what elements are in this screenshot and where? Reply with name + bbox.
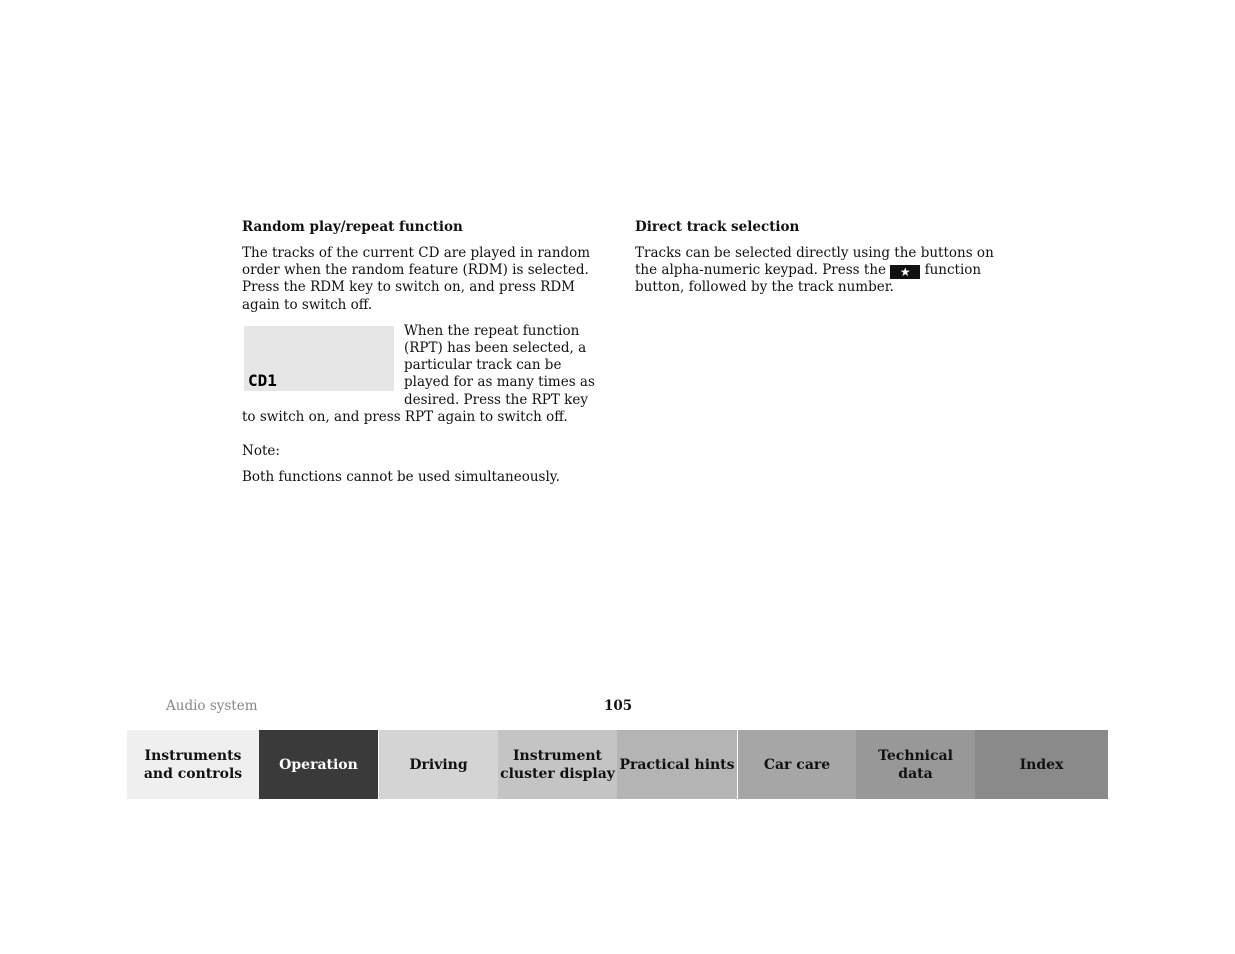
right-column (635, 219, 995, 306)
left-column (242, 219, 602, 495)
tab-practical-hints[interactable]: Practical hints (617, 730, 737, 799)
page-number: 105 (604, 698, 633, 714)
tab-car-care[interactable]: Car care (737, 730, 856, 799)
random-play-paragraph: The tracks of the current CD are played in random order when the random feature (RDM) is selected. Press the RDM key to switch on, and press RDM again to switch off. (242, 245, 591, 313)
tab-technical-data[interactable]: Technical data (856, 730, 975, 799)
direct-track-text-before: Tracks can be selected directly using the buttons on the alpha-numeric keypad. Press the (635, 245, 994, 279)
random-repeat-heading: Random play/repeat function (242, 219, 463, 235)
tab-instrument-cluster-display[interactable]: Instrument cluster display (498, 730, 617, 799)
direct-track-heading: Direct track selection (635, 219, 800, 235)
cd-display-illustration (244, 326, 394, 391)
tab-instruments-and-controls[interactable]: Instruments and controls (127, 730, 259, 799)
direct-track-paragraph (635, 245, 995, 297)
lcd-line-1: CD1 (248, 370, 277, 390)
tab-operation[interactable]: Operation (259, 730, 378, 799)
direct-track-text-after: function button, followed by the track number. (635, 262, 982, 296)
tab-driving[interactable]: Driving (378, 730, 498, 799)
star-key-icon: ★ (890, 265, 920, 279)
note-label: Note: (242, 443, 280, 460)
section-label: Audio system (166, 698, 258, 714)
chapter-tab-bar (127, 730, 1108, 799)
tab-index[interactable]: Index (975, 730, 1108, 799)
repeat-paragraph: When the repeat function (RPT) has been selected, a particular track can be played for as many times as desired. Press the RPT key to switch on, and press RPT again to switch off. (242, 322, 595, 425)
note-text: Both functions cannot be used simultaneously. (242, 469, 560, 486)
